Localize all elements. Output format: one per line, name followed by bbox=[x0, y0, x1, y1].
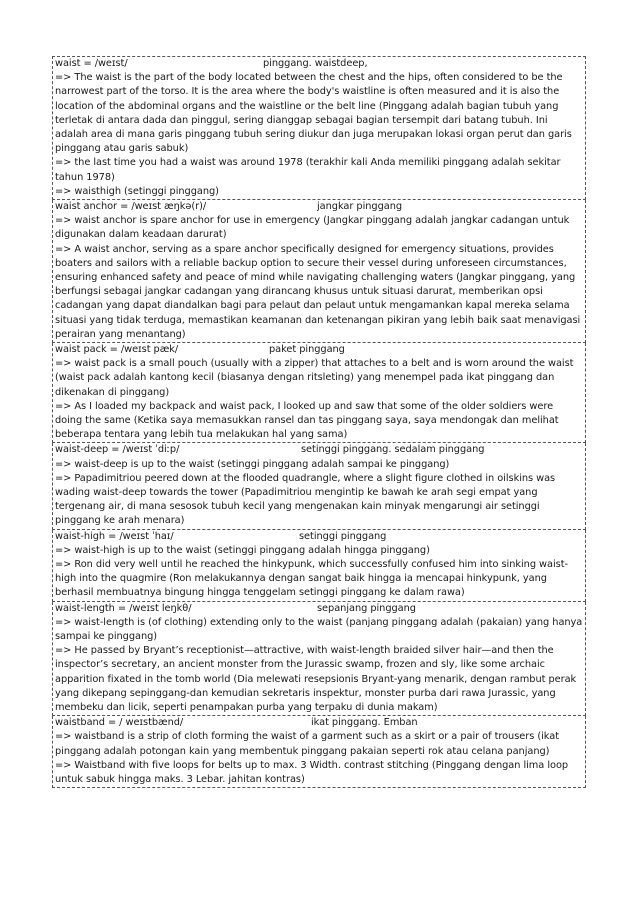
entry-head bbox=[55, 343, 583, 357]
definition-line: => The waist is the part of the body located between the chest and the hips, often considered to be the narrowest part of the torso. It is the area where the body's waistline is often measured and it is also the location of the abdominal organs and the waistline or the belt line (Pinggang adalah bagian tubuh yang terletak di antara dada dan pinggul, sering dianggap sebagai bagian tersempit dari batang tubuh. Ini adalah area di mana garis pinggang tubuh sering diukur dan juga merupakan lokasi organ perut dan garis pinggang atau garis sabuk) bbox=[55, 72, 572, 155]
example-line: => the last time you had a waist was around 1978 (terakhir kali Anda memiliki pinggang adalah sekitar tahun 1978) bbox=[55, 157, 561, 183]
glossary-sheet bbox=[52, 56, 586, 788]
entry-head bbox=[55, 716, 583, 730]
example-line: => A waist anchor, serving as a spare anchor specifically designed for emergency situations, provides boaters and sailors with a reliable backup option to secure their vessel during unforeseen circumstances, ensuring enhanced safety and peace of mind while navigating challenging waters (Jangkar pinggang, yang berfungsi sebagai jangkar cadangan yang dirancang khusus untuk situasi darurat, memberikan opsi cadangan yang dapat diandalkan bagi para pelaut dan pelaut untuk mengamankan kapal mereka selama situasi yang tidak terduga, memastikan keamanan dan ketenangan pikiran yang lebih baik saat menavigasi perairan yang menantang) bbox=[55, 243, 581, 340]
definition-line: => waist pack is a small pouch (usually with a zipper) that attaches to a belt and is worn around the waist (waist pack adalah kantong kecil (biasanya dengan ritsleting) yang menempel pada ikat pinggang dan dikenakan di pinggang) bbox=[55, 358, 574, 398]
entry-waist-anchor bbox=[52, 200, 586, 343]
headword: waistband = / weɪstbænd/ bbox=[55, 717, 184, 729]
definition-line: => waistband is a strip of cloth forming the waist of a garment such as a skirt or a pair of trousers (ikat pinggang adalah potongan kain yang membentuk pinggang pakaian seperti rok atau celana panjang) bbox=[55, 731, 559, 757]
headword: waist-length = /weɪst leŋkθ/ bbox=[55, 602, 192, 614]
headword: waist pack = /weɪst pæk/ bbox=[55, 344, 179, 356]
headword: waist = /weɪst/ bbox=[55, 58, 128, 69]
translation: setinggi pinggang. sedalam pinggang bbox=[301, 444, 485, 456]
translation: paket pinggang bbox=[269, 344, 345, 356]
headword: waist-deep = /weɪst ˈdiːp/ bbox=[55, 444, 180, 456]
example-line: => Waistband with five loops for belts up to max. 3 Width. contrast stitching (Pinggang dengan lima loop untuk sabuk hingga maks. 3 Lebar. jahitan kontras) bbox=[55, 759, 569, 786]
example-line: => Ron did very well until he reached the hinkypunk, which successfully confused him into sinking waist-high into the quagmire (Ron melakukannya dengan sangat baik hingga ia mencapai hinkypunk, yang berhasil membuatnya bingung hingga tenggelam setinggi pinggang ke dalam rawa) bbox=[55, 559, 568, 599]
entry-waist-pack bbox=[52, 343, 586, 443]
entry-head bbox=[55, 602, 583, 616]
entry-waistband bbox=[52, 716, 586, 788]
definition-line: => waist anchor is spare anchor for use in emergency (Jangkar pinggang adalah jangkar cadangan untuk digunakan dalam keadaan darurat) bbox=[55, 215, 570, 241]
entry-waist-deep bbox=[52, 443, 586, 529]
example-line: => He passed by Bryant’s receptionist—attractive, with waist-length braided silver hair—and then the inspector’s secretary, an ancient monster from the Jurassic swamp, frozen and sly, like some archaic apparition fixated in the tomb world (Dia melewati resepsionis Bryant-yang menarik, dengan rambut perak yang dikepang sepinggang-dan kemudian sekretaris inspektur, monster purba dari rawa Jurassic, yang membeku dan licik, seperti penampakan purba yang terpaku di dunia makam) bbox=[55, 645, 577, 714]
example-line: => Papadimitriou peered down at the flooded quadrangle, where a slight figure clothed in oilskins was wading waist-deep towards the tower (Papadimitriou mengintip ke bawah ke arah segi empat yang tergenang air, di mana sesosok tubuh kecil yang mengenakan kain minyak mengarungi air setinggi pinggang ke arah menara) bbox=[55, 472, 556, 527]
translation: ikat pinggang. Emban bbox=[311, 717, 418, 729]
related-line: => waisthigh (setinggi pinggang) bbox=[55, 185, 219, 197]
definition-line: => waist-length is (of clothing) extending only to the waist (panjang pinggang adalah (pakaian) yang hanya sampai ke pinggang) bbox=[55, 616, 583, 643]
definition-line: => waist-high is up to the waist (setinggi pinggang adalah hingga pinggang) bbox=[55, 544, 430, 556]
headword: waist anchor = /weɪst æŋkə(r)/ bbox=[55, 201, 207, 213]
definition-line: => waist-deep is up to the waist (setinggi pinggang adalah sampai ke pinggang) bbox=[55, 458, 450, 470]
entry-waist bbox=[52, 56, 586, 200]
entry-head bbox=[55, 57, 583, 71]
entry-head bbox=[55, 530, 583, 544]
entry-head bbox=[55, 443, 583, 457]
translation: jangkar pinggang bbox=[317, 201, 403, 213]
translation: pinggang. waistdeep, bbox=[263, 58, 368, 69]
translation: sepanjang pinggang bbox=[317, 602, 416, 614]
translation: setinggi pinggang bbox=[299, 530, 387, 542]
entry-head bbox=[55, 200, 583, 214]
headword: waist-high = /weɪst ˈhaɪ/ bbox=[55, 530, 174, 542]
entry-waist-length bbox=[52, 602, 586, 717]
example-line: => As I loaded my backpack and waist pack, I looked up and saw that some of the older soldiers were doing the same (Ketika saya memasukkan ransel dan tas pinggang saya, saya mendongak dan melihat beberapa tentara yang lebih tua melakukan hal yang sama) bbox=[55, 400, 559, 441]
entry-waist-high bbox=[52, 530, 586, 602]
